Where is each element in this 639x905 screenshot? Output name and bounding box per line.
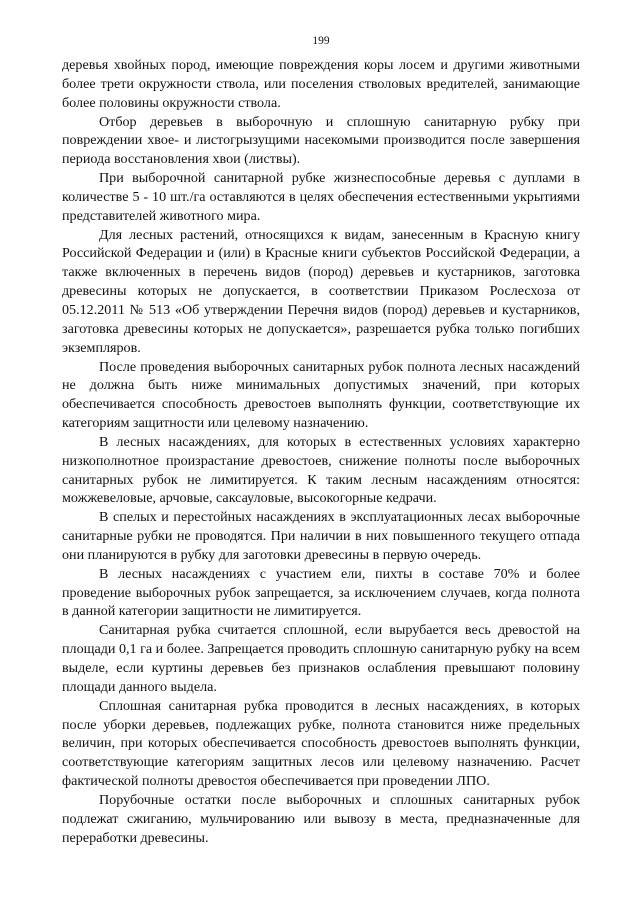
paragraph-spruce-fir: В лесных насаждениях с участием ели, пихты в составе 70% и более проведение выборочных рубок запрещается, за исключением случаев, когда полнота в данной категории защитности не лимитируется.: [62, 565, 580, 620]
paragraph-logging-residues: Порубочные остатки после выборочных и сплошных санитарных рубок подлежат сжиганию, мульчированию или вывозу в места, предназначенные для переработки древесины.: [62, 791, 580, 846]
document-page: [62, 34, 580, 847]
paragraph-stand-density: После проведения выборочных санитарных рубок полнота лесных насаждений не должна быть ниже минимальных допустимых значений, при которых обеспечивается способность древостоев выполнять функции, соответствующие их категориям защитности или целевому назначению.: [62, 358, 580, 432]
paragraph-red-book-species: Для лесных растений, относящихся к видам, занесенным в Красную книгу Российской Федерации и (или) в Красные книги субъектов Российской Федерации, а также включенных в перечень видов (пород) деревьев и кустарников, заготовка древесины которых не допускается, в соответствии Приказом Рослесхоза от 05.12.2011 № 513 «Об утверждении Перечня видов (пород) деревьев и кустарников, заготовка древесины которых не допускается», разрешается рубка только погибших экземпляров.: [62, 226, 580, 356]
paragraph-continuation: деревья хвойных пород, имеющие повреждения коры лосем и другими животными более трети окружности ствола, или поселения стволовых вредителей, занимающие более половины окружности ствола.: [62, 57, 580, 111]
paragraph-defoliator-selection: Отбор деревьев в выборочную и сплошную санитарную рубку при повреждении хвое- и листогрызущими насекомыми производится после завершения периода восстановления хвои (листвы).: [62, 113, 580, 168]
paragraph-clear-felling-conditions: Сплошная санитарная рубка проводится в лесных насаждениях, в которых после уборки деревьев, подлежащих рубке, полнота становится ниже предельных величин, при которых обеспечивается способность древостоев выполнять функции, соответствующие категориям защитных лесов или целевому назначению. Расчет фактической полноты древостоя обеспечивается при проведении ЛПО.: [62, 697, 580, 790]
paragraph-clear-felling-definition: Санитарная рубка считается сплошной, если вырубается весь древостой на площади 0,1 га и более. Запрещается проводить сплошную санитарную рубку на всем выделе, если куртины деревьев без признаков ослабления превышают половину площади данного выдела.: [62, 622, 580, 695]
paragraph-low-density-stands: В лесных насаждениях, для которых в естественных условиях характерно низкополнотное произрастание древостоев, снижение полноты после выборочных санитарных рубок не лимитируется. К таким лесным насаждениям относятся: можжевеловые, арчовые, саксауловые, высокогорные кедрачи.: [62, 433, 580, 507]
page-number: 199: [312, 35, 330, 47]
paragraph-hollow-trees: При выборочной санитарной рубке жизнеспособные деревья с дуплами в количестве 5 - 10 шт./га оставляются в целях обеспечения естественными укрытиями представителей животного мира.: [62, 170, 580, 224]
paragraph-mature-stands: В спелых и перестойных насаждениях в эксплуатационных лесах выборочные санитарные рубки не проводятся. При наличии в них повышенного текущего отпада они планируются в рубку для заготовки древесины в первую очередь.: [62, 509, 580, 563]
